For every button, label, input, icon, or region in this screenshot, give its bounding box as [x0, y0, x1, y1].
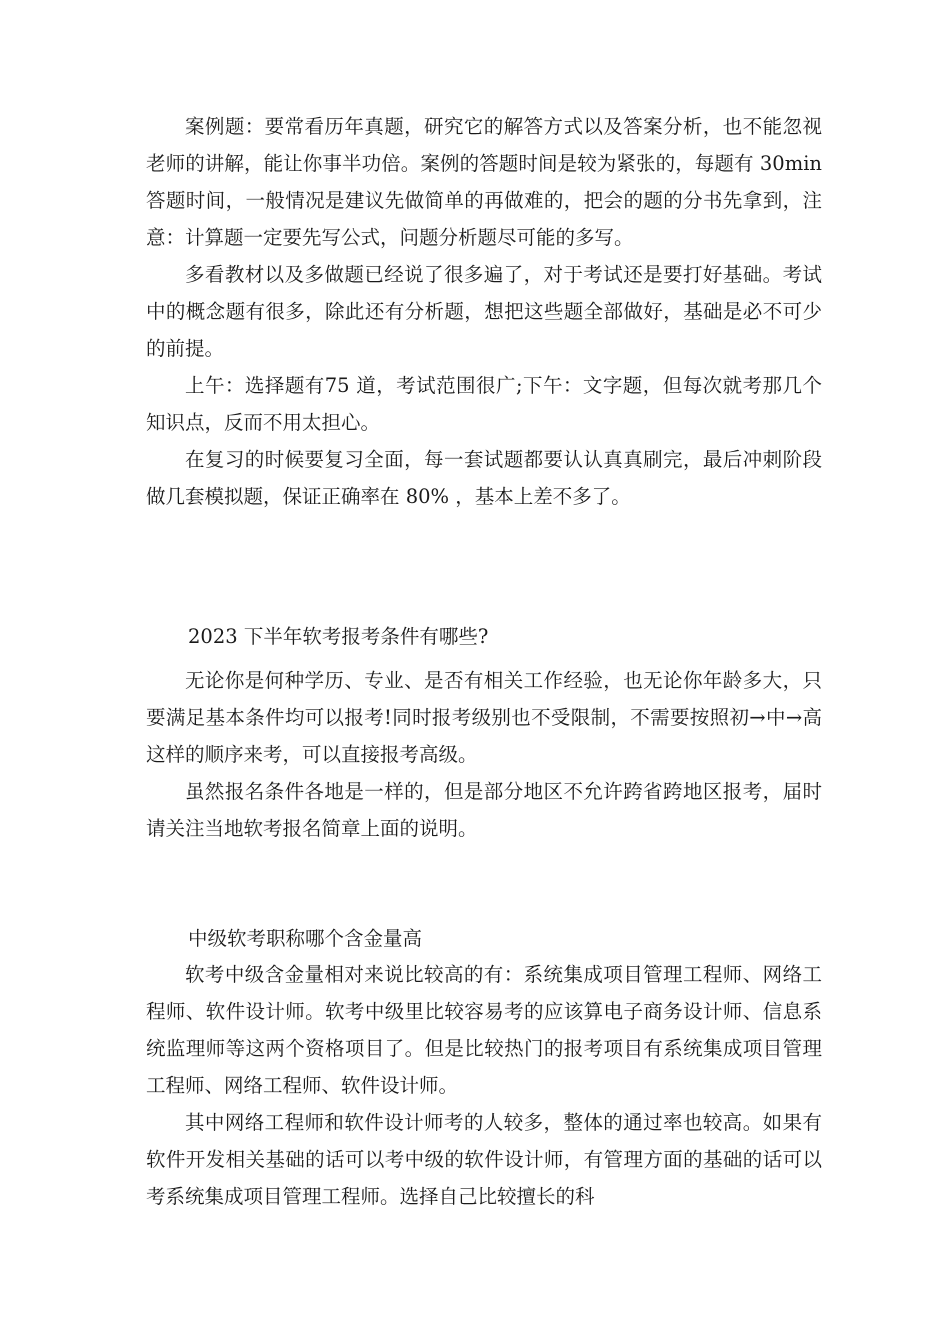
paragraph-high-value-titles: 软考中级含金量相对来说比较高的有：系统集成项目管理工程师、网络工程师、软件设计师。软考中级里比较容易考的应该算电子商务设计师、信息系统监理师等这两个资格项目了。但是比较热门的报考项目有系统集成项目管理工程师、网络工程师、软件设计师。 [146, 963, 822, 1097]
section-registration-conditions [146, 662, 822, 847]
heading-registration-conditions: 2023 下半年软考报考条件有哪些? [188, 625, 489, 648]
heading-intermediate-value: 中级软考职称哪个含金量高 [188, 927, 423, 950]
section-exam-tips [146, 108, 822, 515]
paragraph-regional-note: 虽然报名条件各地是一样的，但是部分地区不允许跨省跨地区报考，届时请关注当地软考报名简章上面的说明。 [146, 780, 822, 840]
paragraph-conditions: 无论你是何种学历、专业、是否有相关工作经验，也无论你年龄多大，只要满足基本条件均可以报考!同时报考级别也不受限制，不需要按照初→中→高这样的顺序来考，可以直接报考高级。 [146, 669, 822, 766]
section-intermediate-value [146, 956, 822, 1215]
paragraph-pass-rate: 其中网络工程师和软件设计师考的人较多，整体的通过率也较高。如果有软件开发相关基础的话可以考中级的软件设计师，有管理方面的基础的话可以考系统集成项目管理工程师。选择自己比较擅长的科 [146, 1111, 822, 1208]
paragraph-review: 在复习的时候要复习全面，每一套试题都要认认真真刷完，最后冲刺阶段做几套模拟题，保证正确率在 80% ，基本上差不多了。 [146, 448, 822, 508]
paragraph-case-questions: 案例题：要常看历年真题，研究它的解答方式以及答案分析，也不能忽视老师的讲解，能让你事半功倍。案例的答题时间是较为紧张的，每题有 30min 答题时间，一般情况是建议先做简单的再做难的，把会的题的分书先拿到，注意：计算题一定要先写公式，问题分析题尽可能的多写。 [146, 115, 822, 249]
paragraph-morning-afternoon: 上午：选择题有75 道，考试范围很广;下午：文字题，但每次就考那几个知识点，反而不用太担心。 [146, 374, 822, 434]
paragraph-textbook-practice: 多看教材以及多做题已经说了很多遍了，对于考试还是要打好基础。考试中的概念题有很多，除此还有分析题，想把这些题全部做好，基础是必不可少的前提。 [146, 263, 822, 360]
